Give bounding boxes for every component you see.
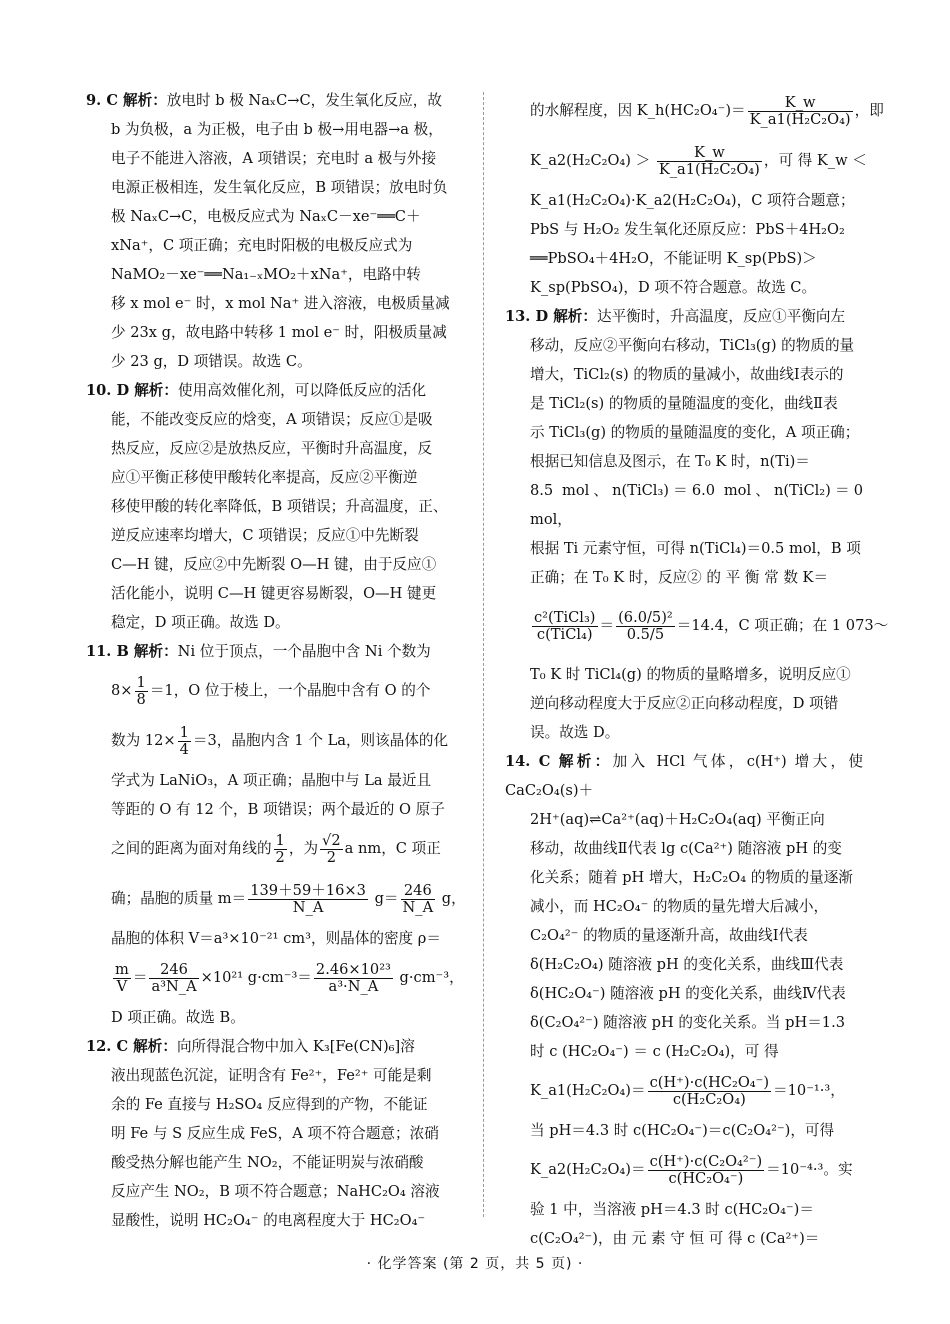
numerator: c²(TiCl₃)	[534, 608, 596, 626]
text: K_a2(H₂C₂O₄) ＞	[530, 152, 655, 169]
answer-9	[86, 86, 461, 376]
answer-14-line: δ(HC₂O₄⁻) 随溶液 pH 的变化关系，曲线Ⅳ代表	[530, 985, 846, 1002]
answer-14-line: 2H⁺(aq)⇌Ca²⁺(aq)＋H₂C₂O₄(aq) 平衡正向	[530, 811, 825, 828]
right-column	[505, 86, 889, 1253]
fraction	[648, 1154, 765, 1187]
fraction	[320, 833, 343, 866]
fraction	[274, 833, 287, 866]
answer-12-line: 反应产生 NO₂，B 项不符合题意；NaHC₂O₄ 溶液	[111, 1183, 440, 1200]
denominator: 0.5/5	[626, 625, 665, 643]
text: a nm，C 项正	[344, 840, 441, 857]
text: ＝1，O 位于棱上，一个晶胞中含有 O 的个	[149, 682, 431, 699]
denominator: N_A	[292, 898, 324, 916]
answer-11-formula-line	[86, 874, 466, 924]
answer-13-line: 根据 Ti 元素守恒，可得 n(TiCl₄)＝0.5 mol，B 项	[530, 540, 861, 557]
answer-13-line: 根据已知信息及图示，在 T₀ K 时，n(Ti)＝	[530, 453, 810, 470]
denominator: a³N_A	[151, 977, 197, 995]
numerator: √2	[322, 831, 341, 849]
answer-13-formula-line	[505, 592, 889, 660]
answer-13-line: T₀ K 时 TiCl₄(g) 的物质的量略增多，说明反应①	[530, 666, 851, 683]
numerator: m	[115, 960, 129, 978]
text: ，可 得 K_w ＜	[763, 152, 867, 169]
answer-10-line: 移使甲酸的转化率降低，B 项错误；升高温度，正、	[111, 498, 448, 515]
answer-14-line: δ(H₂C₂O₄) 随溶液 pH 的变化关系，曲线Ⅲ代表	[530, 956, 844, 973]
text: ＝14.4，C 项正确；在 1 073～	[676, 617, 889, 634]
numerator: 2.46×10²³	[315, 960, 391, 978]
answer-14-head: 14. C 解析：	[505, 753, 613, 770]
left-column	[86, 86, 466, 1235]
answer-10-line: 应①平衡正移使甲酸转化率提高，反应②平衡逆	[111, 469, 418, 486]
text: 的水解程度，因 K_h(HC₂O₄⁻)＝	[530, 102, 746, 119]
answer-12-line: 酸受热分解也能产生 NO₂，不能证明炭与浓硝酸	[111, 1154, 424, 1171]
answer-14-line: 加入 HCl 气体，c(H⁺) 增大，使 CaC₂O₄(s)＋	[505, 753, 864, 799]
answer-11-formula-line	[86, 953, 464, 1003]
answer-14	[505, 747, 863, 1253]
answer-12-line: ══PbSO₄＋4H₂O，不能证明 K_sp(PbS)＞	[530, 250, 817, 267]
answer-11-formula-line	[86, 824, 461, 874]
text: g＝	[369, 890, 399, 907]
numerator: K_w	[748, 95, 853, 112]
fraction	[401, 883, 436, 916]
answer-13-line: 达平衡时，升高温度，反应①平衡向左	[597, 308, 846, 325]
answer-9-line: 少 23 g，D 项错误。故选 C。	[111, 353, 312, 370]
denominator: 2	[275, 848, 285, 866]
answer-9-line: 电子不能进入溶液，A 项错误；充电时 a 极与外接	[111, 150, 437, 167]
numerator: 139＋59＋16×3	[250, 881, 366, 899]
answer-14-line: 当 pH＝4.3 时 c(HC₂O₄⁻)＝c(C₂O₄²⁻)，可得	[530, 1122, 835, 1139]
text: ×10²¹ g·cm⁻³＝	[200, 969, 312, 986]
answer-11-line: 晶胞的体积 V＝a³×10⁻²¹ cm³，则晶体的密度 ρ＝	[111, 930, 441, 947]
text: K_a2(H₂C₂O₄)＝	[530, 1161, 646, 1178]
text: ＝	[132, 969, 148, 986]
text: g，	[437, 890, 466, 907]
answer-12-line: PbS 与 H₂O₂ 发生氧化还原反应：PbS＋4H₂O₂	[530, 221, 845, 238]
text: ，为	[288, 840, 319, 857]
numerator: 1	[179, 723, 189, 741]
fraction	[178, 725, 191, 758]
fraction	[648, 1075, 771, 1108]
answer-9-line: NaMO₂－xe⁻══Na₁₋ₓMO₂＋xNa⁺，电路中转	[111, 266, 421, 283]
denominator: K_a1(H₂C₂O₄)	[749, 110, 851, 128]
answer-13-line: 增大，TiCl₂(s) 的物质的量减小，故曲线Ⅰ表示的	[530, 366, 844, 383]
text: ＝3，晶胞内含 1 个 La，则该晶体的化	[192, 732, 449, 749]
denominator: 4	[179, 740, 189, 758]
answer-11-line: 等距的 O 有 12 个，B 项错误；两个最近的 O 原子	[111, 801, 445, 818]
answer-13-line: 移动，反应②平衡向右移动，TiCl₃(g) 的物质的量	[530, 337, 855, 354]
answer-11-head: 11. B 解析：	[86, 643, 178, 660]
fraction	[149, 962, 198, 995]
denominator: 8	[136, 690, 146, 708]
denominator: c(HC₂O₄⁻)	[668, 1169, 744, 1187]
answer-10-head: 10. D 解析：	[86, 382, 178, 399]
answer-13-line: 正确；在 T₀ K 时，反应② 的 平 衡 常 数 K＝	[530, 569, 829, 586]
answer-12-formula-line	[505, 86, 884, 136]
answer-11	[86, 637, 466, 1032]
answer-12-line: 余的 Fe 直接与 H₂SO₄ 反应得到的产物，不能证	[111, 1096, 428, 1113]
answer-10	[86, 376, 461, 637]
text: g·cm⁻³，	[394, 969, 464, 986]
fraction	[532, 610, 598, 643]
numerator: 246	[149, 962, 198, 979]
text: ，即	[854, 102, 884, 119]
column-divider	[483, 92, 484, 1217]
answer-11-line: Ni 位于顶点，一个晶胞中含 Ni 个数为	[177, 643, 431, 660]
numerator: c(H⁺)·c(C₂O₄²⁻)	[649, 1152, 763, 1170]
text: 8×	[111, 682, 133, 699]
answer-13-head: 13. D 解析：	[505, 308, 597, 325]
denominator: a³·N_A	[328, 977, 379, 995]
answer-10-line: 逆反应速率均增大，C 项错误；反应①中先断裂	[111, 527, 419, 544]
answer-14-formula-line	[505, 1066, 863, 1116]
answer-12-line: 向所得混合物中加入 K₃[Fe(CN)₆]溶	[176, 1038, 415, 1055]
answer-13-line: 是 TiCl₂(s) 的物质的量随温度的变化，曲线Ⅱ表	[530, 395, 838, 412]
answer-9-line: 极 NaₓC→C，电极反应式为 NaₓC－xe⁻══C＋	[111, 208, 421, 225]
answer-13-line: 8.5 mol、n(TiCl₃)＝6.0 mol、n(TiCl₂)＝0 mol，	[530, 482, 863, 528]
answer-10-line: 热反应，反应②是放热反应，平衡时升高温度，反	[111, 440, 433, 457]
answer-9-head: 9. C 解析：	[86, 92, 167, 109]
answer-14-line: 移动，故曲线Ⅱ代表 lg c(Ca²⁺) 随溶液 pH 的变	[530, 840, 842, 857]
numerator: 246	[401, 883, 436, 900]
text: ＝	[599, 617, 615, 634]
answer-14-line: C₂O₄²⁻ 的物质的量逐渐升高，故曲线Ⅰ代表	[530, 927, 808, 944]
answer-14-formula-line	[505, 1145, 863, 1195]
denominator: V	[116, 977, 128, 995]
answer-12-line: K_sp(PbSO₄)，D 项不符合题意。故选 C。	[530, 279, 817, 296]
numerator: c(H⁺)·c(HC₂O₄⁻)	[649, 1073, 770, 1091]
answer-10-line: C—H 键，反应②中先断裂 O—H 键，由于反应①	[111, 556, 437, 573]
answer-12-line: 液出现蓝色沉淀，证明含有 Fe²⁺，Fe²⁺ 可能是剩	[111, 1067, 432, 1084]
fraction	[113, 962, 131, 995]
text: 之间的距离为面对角线的	[111, 840, 272, 857]
page-footer: · 化学答案 (第 2 页，共 5 页) ·	[366, 1256, 584, 1272]
answer-11-line: 学式为 LaNiO₃，A 项正确；晶胞中与 La 最近且	[111, 772, 432, 789]
denominator: 2	[326, 848, 336, 866]
answer-9-line: 少 23x g，故电路中转移 1 mol e⁻ 时，阳极质量减	[111, 324, 447, 341]
answer-13-line: 示 TiCl₃(g) 的物质的量随温度的变化，A 项正确；	[530, 424, 860, 441]
answer-9-line: 移 x mol e⁻ 时，x mol Na⁺ 进入溶液，电极质量减	[111, 295, 450, 312]
answer-10-line: 能，不能改变反应的焓变，A 项错误；反应①是吸	[111, 411, 433, 428]
text: ＝10⁻¹·³，	[773, 1082, 845, 1099]
fraction	[748, 95, 853, 128]
answer-12-continued	[505, 86, 884, 302]
answer-12-head: 12. C 解析：	[86, 1038, 177, 1055]
text: 数为 12×	[111, 732, 176, 749]
fraction	[314, 962, 393, 995]
denominator: c(H₂C₂O₄)	[672, 1090, 746, 1108]
answer-12	[86, 1032, 461, 1235]
answer-12-line: 明 Fe 与 S 反应生成 FeS，A 项不符合题意；浓硝	[111, 1125, 439, 1142]
answer-12-line: K_a1(H₂C₂O₄)·K_a2(H₂C₂O₄)，C 项符合题意；	[530, 192, 855, 209]
answer-13	[505, 302, 889, 747]
answer-9-line: b 为负极，a 为正极，电子由 b 极→用电器→a 极，	[111, 121, 443, 138]
answer-10-line: 稳定，D 项正确。故选 D。	[111, 614, 290, 631]
fraction	[616, 610, 675, 643]
text: 确；晶胞的质量 m＝	[111, 890, 247, 907]
fraction	[135, 675, 148, 708]
answer-14-line: c(C₂O₄²⁻)，由 元 素 守 恒 可 得 c (Ca²⁺)＝	[530, 1230, 820, 1247]
answer-11-formula-line	[86, 666, 461, 716]
answer-10-line: 活化能小，说明 C—H 键更容易断裂，O—H 键更	[111, 585, 437, 602]
answer-14-line: 时 c (HC₂O₄⁻) ＝ c (H₂C₂O₄)，可 得	[530, 1043, 779, 1060]
denominator: K_a1(H₂C₂O₄)	[658, 160, 760, 178]
answer-14-line: 验 1 中，当溶液 pH＝4.3 时 c(HC₂O₄⁻)＝	[530, 1201, 814, 1218]
answer-10-line: 使用高效催化剂，可以降低反应的活化	[178, 382, 427, 399]
denominator: c(TiCl₄)	[536, 625, 593, 643]
answer-14-line: 减小，而 HC₂O₄⁻ 的物质的量先增大后减小，	[530, 898, 829, 915]
answer-9-line: 放电时 b 极 NaₓC→C，发生氧化反应，故	[166, 92, 442, 109]
fraction	[657, 145, 762, 178]
text: K_a1(H₂C₂O₄)＝	[530, 1082, 646, 1099]
answer-14-line: δ(C₂O₄²⁻) 随溶液 pH 的变化关系。当 pH＝1.3	[530, 1014, 845, 1031]
text: ＝10⁻⁴·³。实	[766, 1161, 853, 1178]
answer-13-line: 误。故选 D。	[530, 724, 620, 741]
numerator: 1	[275, 831, 285, 849]
answer-11-line: D 项正确。故选 B。	[111, 1009, 245, 1026]
answer-12-line: 显酸性，说明 HC₂O₄⁻ 的电离程度大于 HC₂O₄⁻	[111, 1212, 426, 1229]
answer-11-formula-line	[86, 716, 461, 766]
answer-12-formula-line	[505, 136, 867, 186]
fraction	[248, 883, 368, 916]
answer-13-line: 逆向移动程度大于反应②正向移动程度，D 项错	[530, 695, 839, 712]
answer-9-line: xNa⁺，C 项正确；充电时阳极的电极反应式为	[111, 237, 413, 254]
denominator: N_A	[402, 898, 434, 916]
numerator: 1	[136, 673, 146, 691]
answer-14-line: 化关系；随着 pH 增大，H₂C₂O₄ 的物质的量逐渐	[530, 869, 853, 886]
numerator: (6.0/5)²	[618, 608, 673, 626]
answer-9-line: 电源正极相连，发生氧化反应，B 项错误；放电时负	[111, 179, 448, 196]
numerator: K_w	[657, 145, 762, 162]
